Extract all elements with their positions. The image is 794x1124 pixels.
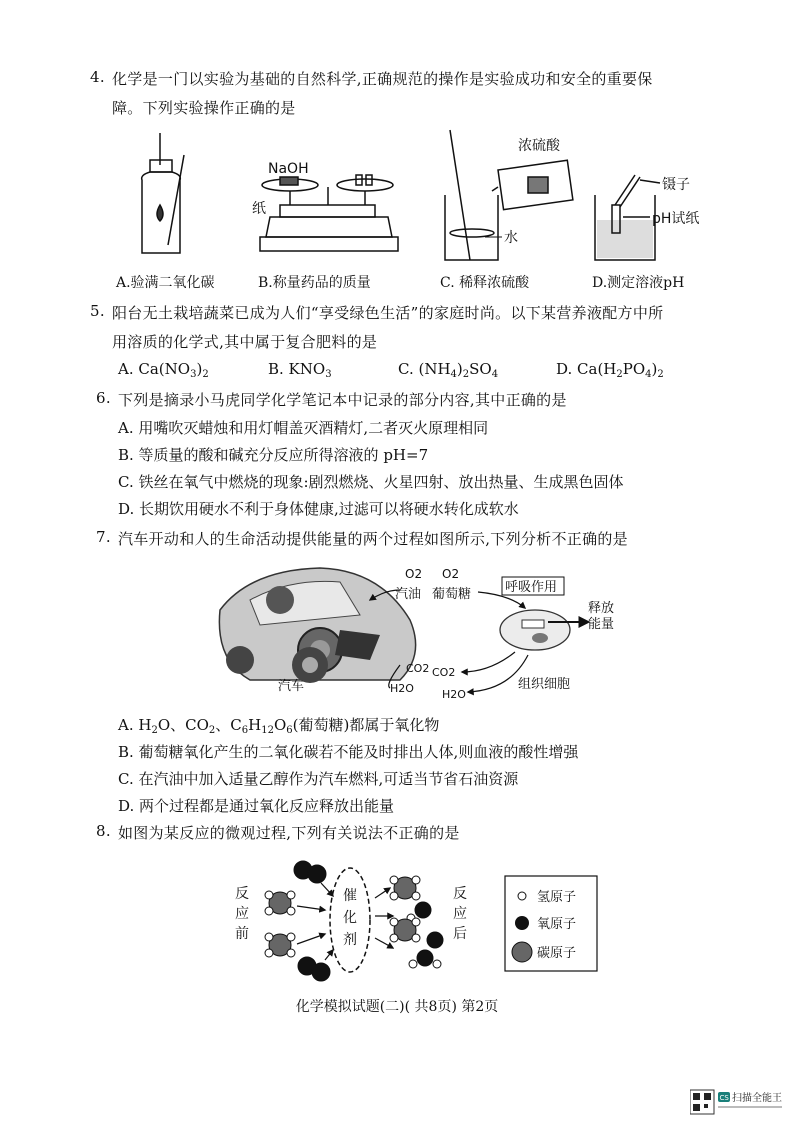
- paper-label: 纸: [252, 201, 266, 217]
- q4-option-a: A.验满二氧化碳: [116, 275, 215, 291]
- q7-stem: 汽车开动和人的生命活动提供能量的两个过程如图所示,下列分析不正确的是: [118, 530, 628, 548]
- q5-option-a: A. $Ca(NO_3)_2$: [118, 360, 209, 380]
- q5-option-d: D. $Ca(H_2PO_4)_2$: [556, 360, 664, 380]
- legend-hydrogen: 氢原子: [537, 890, 577, 905]
- reactant-molecules: [265, 861, 330, 981]
- naoh-label: NaOH: [268, 161, 309, 177]
- carbon-atom-icon: [512, 942, 532, 962]
- page-footer: 化学模拟试题(二)( 共8页) 第2页: [295, 999, 499, 1015]
- cell-label: 组织细胞: [518, 677, 571, 692]
- q4-option-c: C. 稀释浓硫酸: [440, 275, 530, 291]
- badge-cs-text: CS: [719, 1094, 729, 1102]
- energy-label: 能量: [588, 617, 615, 632]
- q7-energy-figure: [210, 560, 630, 705]
- q6-option-d: D. 长期饮用硬水不利于身体健康,过滤可以将硬水转化成软水: [118, 500, 519, 518]
- q6-option-a: A. 用嘴吹灭蜡烛和用灯帽盖灭酒精灯,二者灭火原理相同: [118, 419, 489, 437]
- after-label-2: 应: [453, 906, 467, 922]
- co2-label-cell: CO2: [432, 666, 456, 679]
- release-label: 释放: [588, 601, 615, 616]
- ph-test-beaker-icon: [595, 175, 660, 260]
- tweezers-label: 镊子: [662, 177, 690, 193]
- q5-number: 5.: [90, 302, 105, 320]
- o2-label-car: O2: [405, 567, 423, 581]
- after-label-1: 反: [453, 886, 467, 902]
- q8-number: 8.: [96, 822, 111, 840]
- o2-label-cell: O2: [442, 567, 460, 581]
- legend-oxygen: 氧原子: [537, 917, 577, 932]
- q8-stem: 如图为某反应的微观过程,下列有关说法不正确的是: [118, 824, 460, 842]
- water-label: 水: [504, 230, 518, 246]
- h2o-label-cell: H2O: [442, 688, 466, 701]
- acid-label: 浓硫酸: [518, 138, 560, 154]
- q5-stem-line1: 阳台无土栽培蔬菜已成为人们“享受绿色生活”的家庭时尚。以下某营养液配方中所: [112, 304, 664, 322]
- q6-stem: 下列是摘录小马虎同学化学笔记本中记录的部分内容,其中正确的是: [118, 391, 567, 409]
- q7-number: 7.: [96, 528, 111, 546]
- q7-option-a: A. $H_2O$、$CO_2$、$C_6H_{12}O_6$(葡萄糖)都属于氧化物: [118, 716, 440, 736]
- q5-option-b: B. $KNO_3$: [268, 360, 332, 380]
- q6-option-c: C. 铁丝在氧气中燃烧的现象:剧烈燃烧、火星四射、放出热量、生成黑色固体: [118, 473, 624, 491]
- catalyst-label-2: 化: [343, 910, 357, 926]
- q4-number: 4.: [90, 68, 105, 86]
- q8-reaction-figure: [225, 848, 605, 983]
- before-label-3: 前: [235, 926, 249, 942]
- q7-option-d: D. 两个过程都是通过氧化反应释放出能量: [118, 797, 395, 815]
- badge-app-name: 扫描全能王: [732, 1093, 782, 1104]
- car-illustration-icon: [219, 568, 415, 683]
- balance-icon: [260, 175, 398, 251]
- hydrogen-atom-icon: [518, 892, 526, 900]
- before-label-2: 应: [235, 906, 249, 922]
- tissue-cell-icon: [500, 610, 570, 650]
- ph-paper-label: pH试纸: [652, 211, 700, 227]
- catalyst-label-3: 剂: [343, 932, 357, 948]
- legend-carbon: 碳原子: [537, 946, 577, 961]
- q6-number: 6.: [96, 389, 111, 407]
- oxygen-atom-icon: [515, 916, 529, 930]
- q6-option-b: B. 等质量的酸和碱充分反应所得溶液的 pH=7: [118, 446, 429, 464]
- q5-stem-line2: 用溶质的化学式,其中属于复合肥料的是: [112, 333, 378, 351]
- q4-option-d: D.测定溶液pH: [592, 275, 685, 291]
- scanner-app-badge: [690, 1088, 786, 1116]
- q5-option-c: C. $(NH_4)_2SO_4$: [398, 360, 499, 380]
- q7-option-c: C. 在汽油中加入适量乙醇作为汽车燃料,可适当节省石油资源: [118, 770, 519, 788]
- gasoline-label: 汽油: [395, 587, 422, 602]
- q4-option-b: B.称量药品的质量: [258, 275, 371, 291]
- q7-option-b: B. 葡萄糖氧化产生的二氧化碳若不能及时排出人体,则血液的酸性增强: [118, 743, 579, 761]
- product-molecules: [390, 876, 443, 968]
- h2o-label-car: H2O: [390, 682, 414, 695]
- co2-label-car: CO2: [406, 662, 430, 675]
- before-label-1: 反: [235, 886, 249, 902]
- respiration-label: 呼吸作用: [505, 580, 558, 595]
- q4-apparatus-figure: [120, 125, 720, 270]
- q4-stem-line2: 障。下列实验操作正确的是: [112, 99, 296, 117]
- q4-stem-line1: 化学是一门以实验为基础的自然科学,正确规范的操作是实验成功和安全的重要保: [112, 70, 653, 88]
- glucose-label: 葡萄糖: [432, 587, 472, 602]
- car-label: 汽车: [278, 679, 305, 694]
- gas-bottle-icon: [142, 133, 184, 253]
- after-label-3: 后: [453, 926, 467, 942]
- catalyst-label-1: 催: [343, 888, 357, 904]
